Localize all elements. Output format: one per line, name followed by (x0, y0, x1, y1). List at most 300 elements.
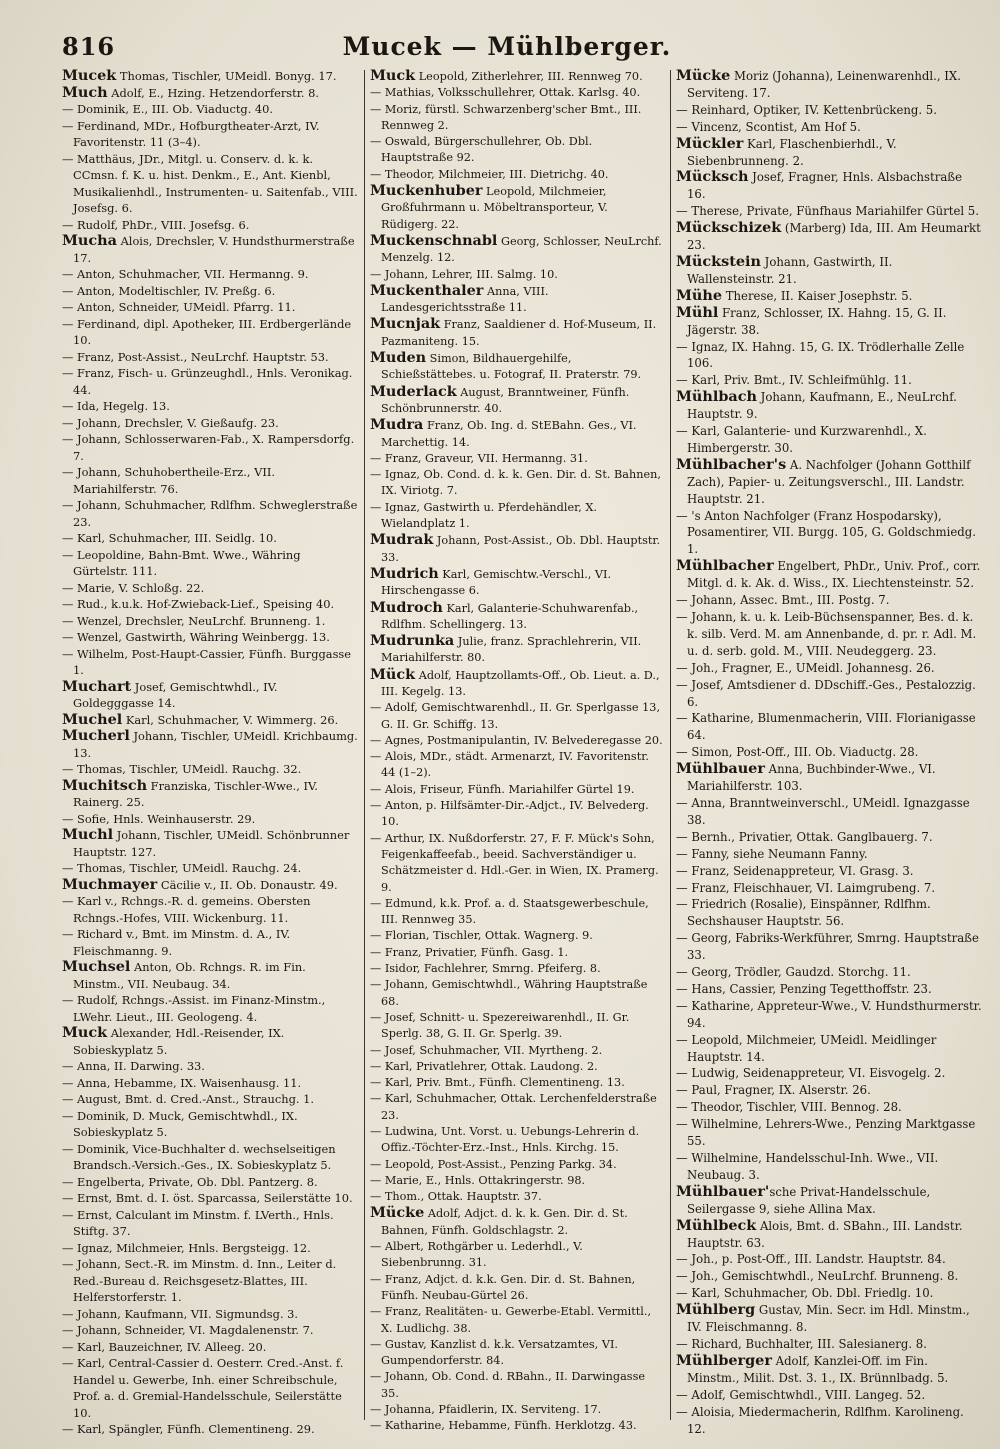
surname-heading: Mucherl (62, 727, 130, 744)
entry-text: — Johann, Lehrer, III. Salmg. 10. (370, 267, 558, 281)
entry-text: — Johann, Kaufmann, VII. Sigmundsg. 3. (62, 1306, 299, 1321)
entry-text: — Alois, MDr., städt. Armenarzt, IV. Favoritenstr. 44 (1–2). (370, 750, 649, 780)
directory-entry (676, 761, 982, 795)
entry-text: — Johanna, Pfaidlerin, IX. Serviteng. 17. (370, 1403, 602, 1417)
directory-entry (62, 712, 358, 729)
directory-entry (676, 119, 982, 136)
directory-entry (370, 350, 666, 384)
entry-text: — Karl, Bauzeichner, IV. Alleeg. 20. (62, 1339, 267, 1354)
directory-entry (62, 1256, 358, 1306)
entry-text: — Isidor, Fachlehrer, Smrng. Pfeiferg. 8. (370, 962, 601, 976)
directory-entry (676, 169, 982, 203)
surname-heading: Mücke (676, 68, 731, 84)
directory-entry (370, 451, 666, 467)
entry-text: Engelbert, PhDr., Univ. Prof., corr. Mitgl. d. k. Ak. d. Wiss., IX. Liechtensteinstr. 52. (687, 559, 981, 591)
entry-text: Anna, Buchbinder-Wwe., VI. Mariahilferstr. 103. (687, 762, 936, 794)
surname-heading: Mudroch (370, 598, 443, 616)
directory-entry (62, 580, 358, 597)
entry-text: Adolf, Adjct. d. k. k. Gen. Dir. d. St. Bahnen, Fünfh. Goldschlagstr. 2. (381, 1207, 628, 1237)
directory-entry (62, 233, 358, 266)
entry-text: — Katharine, Blumenmacherin, VIII. Florianigasse 64. (676, 711, 976, 743)
directory-entry (370, 134, 666, 167)
directory-entry (62, 316, 358, 349)
directory-entry (62, 1075, 358, 1092)
entry-text: — Anton, Schuhmacher, VII. Hermanng. 9. (62, 267, 309, 281)
entry-text: (Marberg) Ida, III. Am Heumarkt 23. (687, 221, 981, 253)
entry-text: — Bernh., Privatier, Ottak. Ganglbauerg. 7. (676, 829, 933, 844)
surname-heading: Muckenschnabl (370, 231, 498, 249)
column-1 (62, 68, 358, 1438)
directory-entry (370, 68, 666, 85)
directory-entry (370, 977, 666, 1010)
entry-text: — Ignaz, IX. Hahng. 15, G. IX. Trödlerhalle Zelle 106. (676, 339, 965, 371)
directory-entry (62, 877, 358, 894)
entry-text: — Edmund, k.k. Prof. a. d. Staatsgewerbeschule, III. Rennweg 35. (370, 896, 649, 927)
entry-text: — Georg, Trödler, Gaudzd. Storchg. 11. (676, 965, 911, 980)
entry-text: — Ignaz, Ob. Cond. d. k. k. Gen. Dir. d. St. Bahnen, IX. Viriotg. 7. (370, 468, 661, 498)
directory-entry (62, 1339, 358, 1356)
directory-entry (676, 896, 982, 930)
entry-text: — Karl, Priv. Bmt., IV. Schleifmühlg. 11. (676, 373, 912, 388)
surname-heading: Muderlack (370, 382, 457, 400)
directory-entry (676, 880, 982, 897)
directory-entry (676, 677, 982, 711)
directory-entry (370, 167, 666, 183)
entry-text: — Johann, Assec. Bmt., III. Postg. 7. (676, 593, 890, 608)
surname-heading: Muck (62, 1024, 108, 1041)
entry-text: — Johann, Sect.-R. im Minstm. d. Inn., Leiter d. Red.-Bureau d. Reichsgesetz-Blattes, III. Helferstorferstr. 1. (62, 1257, 337, 1304)
surname-heading: Mückler (676, 134, 744, 152)
entry-text: — Leopold, Post-Assist., Penzing Parkg. 34. (370, 1157, 617, 1171)
entry-text: Johann, Tischler, UMeidl. Krichbaumg. 13. (73, 729, 358, 760)
entry-text: — Franz, Graveur, VII. Hermanng. 31. (370, 451, 588, 465)
entry-text: Julie, franz. Sprachlehrerin, VII. Mariahilferstr. 80. (381, 635, 642, 665)
entry-text: — Johann, Gemischtwhdl., Währing Hauptstraße 68. (370, 978, 648, 1008)
directory-entry (676, 558, 982, 592)
directory-entry (676, 1251, 982, 1268)
entry-text: Adolf, Hauptzollamts-Off., Ob. Lieut. a. D., III. Kegelg. 13. (381, 668, 660, 698)
entry-text: — Johann, k. u. k. Leib-Büchsenspanner, Bes. d. k. k. silb. Verd. M. am Annenbande, d. pr. r. Adl. M. u. d. serb. gold. M., VIII. Neudeggerg. 23. (676, 610, 977, 658)
entry-text: — Joh., Gemischtwhdl., NeuLrchf. Brunneng. 8. (676, 1269, 959, 1284)
directory-entry (370, 283, 666, 317)
directory-entry (62, 283, 358, 300)
directory-entry (370, 85, 666, 101)
surname-heading: Muden (370, 349, 427, 367)
directory-entry (62, 415, 358, 432)
entry-text: — Friedrich (Rosalie), Einspänner, Rdlfhm. Sechshauser Hauptstr. 56. (676, 897, 931, 929)
directory-entry (62, 68, 358, 85)
entry-text: — Josef, Schnitt- u. Spezereiwarenhdl., II. Gr. Sperlg. 38, G. II. Gr. Sperlg. 39. (370, 1010, 630, 1041)
directory-entry (62, 151, 358, 217)
directory-entry (676, 1353, 982, 1387)
surname-heading: Muckenthaler (370, 281, 484, 299)
directory-entry (676, 829, 982, 846)
entry-text: — Ferdinand, MDr., Hofburgtheater-Arzt, IV. Favoritenstr. 11 (3–4). (62, 118, 320, 149)
page-header (62, 30, 952, 70)
surname-heading: Mucha (62, 232, 117, 249)
directory-entry (676, 508, 982, 559)
entry-text: — August, Bmt. d. Cred.-Anst., Strauchg. 1. (62, 1092, 314, 1106)
entry-text: Adolf, E., Hzing. Hetzendorferstr. 8. (107, 85, 319, 100)
entry-text: — Wilhelmine, Lehrers-Wwe., Penzing Marktgasse 55. (676, 1117, 976, 1149)
entry-text: — Ida, Hegelg. 13. (62, 399, 170, 413)
surname-heading: Mühlberg (676, 1301, 756, 1319)
entry-text: — Rudolf, PhDr., VIII. Josefsg. 6. (62, 217, 250, 232)
directory-entry (62, 365, 358, 398)
directory-entry (62, 497, 358, 530)
entry-text: — Johann, Schlosserwaren-Fab., X. Rampersdorfg. 7. (62, 432, 355, 463)
column-divider (364, 70, 365, 1420)
directory-entry (676, 305, 982, 339)
directory-entry (676, 609, 982, 660)
entry-text: — Dominik, D. Muck, Gemischtwhdl., IX. Sobieskyplatz 5. (62, 1108, 298, 1139)
directory-entry (676, 1065, 982, 1082)
entry-text: — Therese, Private, Fünfhaus Mariahilfer Gürtel 5. (676, 204, 979, 219)
surname-heading: Mucek (62, 68, 117, 84)
entry-text: — Rud., k.u.k. Hof-Zwieback-Lief., Speising 40. (62, 597, 335, 611)
directory-entry (370, 749, 666, 782)
entry-text: — Matthäus, JDr., Mitgl. u. Conserv. d. k. k. CCmsn. f. K. u. hist. Denkm., E., Ant. Kienbl, Musikalienhdl., Instrumenten- u. Saitenfab., VIII. Josefsg. 6. (62, 151, 358, 215)
entry-text: Franz, Ob. Ing. d. StEBahn. Ges., VI. Marchettig. 14. (381, 419, 637, 449)
entry-text: — Anna, II. Darwing. 33. (62, 1059, 205, 1073)
entry-text: — Franz, Seidenappreteur, VI. Grasg. 3. (676, 863, 914, 878)
directory-entry (62, 101, 358, 118)
entry-text: — Albert, Rothgärber u. Lederhdl., V. Siebenbrunng. 31. (370, 1240, 583, 1270)
directory-entry (676, 592, 982, 609)
directory-entry (370, 233, 666, 267)
entry-text: — Anton, p. Hilfsämter-Dir.-Adjct., IV. Belvederg. 10. (370, 799, 649, 829)
entry-text: — Moriz, fürstl. Schwarzenberg'scher Bmt., III. Rennweg 2. (370, 102, 642, 132)
directory-entry (676, 660, 982, 677)
entry-text: Alois, Drechsler, V. Hundsthurmerstraße 17. (73, 234, 355, 265)
directory-entry (62, 299, 358, 316)
entry-text: — Franz, Adjct. d. k.k. Gen. Dir. d. St. Bahnen, Fünfh. Neubau-Gürtel 26. (370, 1272, 636, 1302)
entry-text: — Karl, Schuhmacher, Ottak. Lerchenfelderstraße 23. (370, 1092, 657, 1122)
directory-entry (370, 1369, 666, 1402)
directory-entry (62, 1174, 358, 1191)
directory-entry (370, 316, 666, 350)
entry-text: Gustav, Min. Secr. im Hdl. Minstm., IV. Fleischmanng. 8. (687, 1303, 970, 1335)
directory-entry (62, 992, 358, 1025)
directory-entry (370, 1010, 666, 1043)
entry-text: — Karl, Priv. Bmt., Fünfh. Clementineng. 13. (370, 1076, 625, 1090)
surname-heading: Mudrunka (370, 632, 455, 650)
surname-heading: Muck (370, 68, 416, 84)
directory-entry (370, 267, 666, 283)
entry-text: Johann, Gastwirth, II. Wallensteinstr. 21. (687, 254, 893, 286)
directory-entry (676, 102, 982, 119)
surname-heading: Mühlbauer' (676, 1182, 770, 1200)
entry-text: — Johann, Schuhobertheile-Erz., VII. Mariahilferstr. 76. (62, 465, 276, 496)
entry-text: Simon, Bildhauergehilfe, Schießstättebes. u. Fotograf, II. Praterstr. 79. (381, 352, 642, 382)
entry-text: Thomas, Tischler, UMeidl. Bonyg. 17. (116, 69, 337, 83)
directory-entry (676, 744, 982, 761)
directory-entry (62, 959, 358, 992)
entry-text: Franz, Saaldiener d. Hof-Museum, II. Pazmaniteng. 15. (381, 318, 657, 348)
entry-text: — Karl, Spängler, Fünfh. Clementineng. 29. (62, 1422, 315, 1436)
surname-heading: Much (62, 83, 108, 101)
entry-text: Georg, Schlosser, NeuLrchf. Menzelg. 12. (381, 234, 662, 265)
directory-entry (62, 893, 358, 926)
directory-entry (62, 464, 358, 497)
entry-text: — Engelberta, Private, Ob. Dbl. Pantzerg. 8. (62, 1174, 318, 1189)
entry-text: — Wenzel, Drechsler, NeuLrchf. Brunneng. 1. (62, 613, 326, 628)
entry-text: — Alois, Friseur, Fünfh. Mariahilfer Gürtel 19. (370, 782, 635, 796)
directory-entry (370, 467, 666, 500)
directory-entry (370, 1304, 666, 1337)
entry-text: — Karl, Central-Cassier d. Oesterr. Cred.-Anst. f. Handel u. Gewerbe, Inh. einer Schreibschule, Prof. a. d. Gremial-Handelsschule, Seilerstätte 10. (62, 1356, 344, 1420)
entry-text: Cäcilie v., II. Ob. Donaustr. 49. (157, 877, 338, 892)
surname-heading: Muckenhuber (370, 182, 483, 200)
entry-text: — Paul, Fragner, IX. Alserstr. 26. (676, 1083, 871, 1098)
directory-entry (370, 183, 666, 233)
entry-text: — Karl, Schuhmacher, III. Seidlg. 10. (62, 531, 277, 545)
page-number: 816 (62, 32, 116, 61)
entry-text: — Dominik, Vice-Buchhalter d. wechselseitigen Brandsch.-Versich.-Ges., IX. Sobieskyplatz 5. (62, 1141, 336, 1172)
entry-text: — Ernst, Calculant im Minstm. f. LVerth., Hnls. Stiftg. 37. (62, 1207, 334, 1238)
directory-entry (62, 530, 358, 547)
entry-text: Josef, Gemischtwhdl., IV. Goldegggasse 14. (73, 679, 278, 710)
directory-entry (370, 928, 666, 944)
entry-text: — 's Anton Nachfolger (Franz Hospodarsky), Posamentirer, VII. Burgg. 105, G. Goldschmiedg. 1. (676, 508, 976, 557)
entry-text: — Ferdinand, dipl. Apotheker, III. Erdbergerlände 10. (62, 316, 352, 347)
directory-entry (62, 1091, 358, 1108)
directory-entry (62, 1355, 358, 1421)
surname-heading: Mückschizek (676, 219, 782, 237)
surname-heading: Mück (370, 665, 416, 683)
entry-text: — Rudolf, Rchngs.-Assist. im Finanz-Minstm., LWehr. Lieut., III. Geologeng. 4. (62, 993, 326, 1024)
entry-text: — Sofie, Hnls. Weinhauserstr. 29. (62, 811, 256, 826)
entry-text: — Karl, Galanterie- und Kurzwarenhdl., X. Himbergerstr. 30. (676, 424, 927, 455)
entry-text: — Gustav, Kanzlist d. k.k. Versatzamtes, VI. Gumpendorferstr. 84. (370, 1337, 618, 1368)
entry-text: Josef, Fragner, Hnls. Alsbachstraße 16. (687, 170, 963, 202)
directory-entry (370, 733, 666, 749)
entry-text: Leopold, Milchmeier, Großfuhrmann u. Möbeltransporteur, V. Rüdigerg. 22. (381, 185, 608, 231)
entry-text: August, Branntweiner, Fünfh. Schönbrunnerstr. 40. (381, 385, 630, 415)
surname-heading: Mühe (676, 286, 723, 304)
directory-entry (676, 288, 982, 305)
directory-entry (370, 633, 666, 667)
directory-entry (370, 500, 666, 533)
surname-heading: Mühlbauer (676, 760, 765, 778)
directory-entry (62, 1058, 358, 1075)
directory-entry (370, 1173, 666, 1189)
entry-text: sche Privat-Handelsschule, Seilergasse 9, siehe Allina Max. (687, 1184, 931, 1216)
directory-entry (676, 254, 982, 288)
directory-entry (676, 1302, 982, 1336)
entry-text: — Wenzel, Gastwirth, Währing Weinbergg. 13. (62, 630, 330, 644)
directory-entry (370, 700, 666, 733)
entry-text: — Theodor, Tischler, VIII. Bennog. 28. (676, 1100, 902, 1115)
entry-text: — Richard v., Bmt. im Minstm. d. A., IV. Fleischmanng. 9. (62, 927, 291, 958)
directory-entry (62, 1190, 358, 1207)
directory-entry (62, 118, 358, 151)
entry-text: — Leopoldine, Bahn-Bmt. Wwe., Währing Gürtelstr. 111. (62, 547, 301, 578)
directory-entry (676, 863, 982, 880)
directory-entry (370, 1239, 666, 1272)
directory-entry (370, 417, 666, 451)
directory-entry (370, 566, 666, 600)
entry-text: — Georg, Fabriks-Werkführer, Smrng. Hauptstraße 33. (676, 931, 979, 963)
directory-entry (676, 1336, 982, 1353)
directory-entry (62, 926, 358, 959)
entry-text: — Dominik, E., III. Ob. Viaductg. 40. (62, 102, 274, 116)
entry-text: Franz, Schlosser, IX. Hahng. 15, G. II. Jägerstr. 38. (687, 305, 947, 337)
directory-entry (370, 1205, 666, 1239)
entry-text: — Anton, Schneider, UMeidl. Pfarrg. 11. (62, 300, 296, 314)
entry-text: — Karl v., Rchngs.-R. d. gemeins. Obersten Rchngs.-Hofes, VIII. Wickenburg. 11. (62, 894, 311, 925)
entry-text: Anna, VIII. Landesgerichtsstraße 11. (381, 284, 549, 315)
directory-entry (370, 961, 666, 977)
directory-entry (62, 398, 358, 415)
entry-text: — Fanny, siehe Neumann Fanny. (676, 846, 868, 861)
directory-entry (676, 1032, 982, 1066)
entry-text: — Anna, Hebamme, IX. Waisenhausg. 11. (62, 1075, 302, 1090)
directory-entry (62, 827, 358, 860)
directory-entry (676, 1082, 982, 1099)
directory-entry (676, 710, 982, 744)
surname-heading: Mudra (370, 416, 424, 434)
entry-text: — Joh., Fragner, E., UMeidl. Johannesg. 26. (676, 660, 935, 675)
entry-text: — Wilhelm, Post-Haupt-Cassier, Fünfh. Burggasse 1. (62, 646, 352, 677)
surname-heading: Mühlbach (676, 388, 757, 406)
entry-text: — Ernst, Bmt. d. I. öst. Sparcassa, Seilerstätte 10. (62, 1191, 353, 1205)
directory-entry (62, 1421, 358, 1438)
directory-entry (676, 203, 982, 220)
entry-text: — Marie, V. Schloßg. 22. (62, 580, 205, 595)
directory-entry (62, 1322, 358, 1339)
entry-text: — Ignaz, Gastwirth u. Pferdehändler, X. Wielandplatz 1. (370, 500, 597, 531)
directory-entry (62, 778, 358, 811)
directory-entry (676, 372, 982, 389)
directory-entry (370, 1272, 666, 1305)
directory-entry (62, 85, 358, 102)
entry-text: — Ignaz, Milchmeier, Hnls. Bergsteigg. 12. (62, 1240, 311, 1255)
surname-heading: Mühlbacher (676, 557, 774, 575)
surname-heading: Mühlbacher's (676, 455, 787, 473)
entry-text: Karl, Schuhmacher, V. Wimmerg. 26. (122, 712, 339, 727)
directory-entry (62, 613, 358, 630)
surname-heading: Muchmayer (62, 875, 158, 893)
directory-entry (370, 1189, 666, 1205)
entry-text: Leopold, Zitherlehrer, III. Rennweg 70. (415, 70, 643, 83)
directory-entry (370, 1418, 666, 1434)
entry-text: — Johann, Drechsler, V. Gießaufg. 23. (62, 415, 279, 430)
entry-text: — Franz, Post-Assist., NeuLrchf. Hauptstr. 53. (62, 349, 329, 364)
directory-entry (676, 389, 982, 423)
directory-entry (62, 431, 358, 464)
directory-entry (370, 831, 666, 896)
entry-text: Anton, Ob. Rchngs. R. im Fin. Minstm., VII. Neubaug. 34. (73, 960, 306, 991)
directory-entry (62, 1306, 358, 1323)
directory-entry (370, 667, 666, 701)
directory-entry (676, 136, 982, 170)
directory-entry (62, 1108, 358, 1141)
entry-text: Karl, Galanterie-Schuhwarenfab., Rdlfhm. Schellingerg. 13. (381, 601, 639, 631)
entry-text: Franziska, Tischler-Wwe., IV. Rainerg. 25. (73, 778, 318, 809)
entry-text: Adolf, Kanzlei-Off. im Fin. Minstm., Milit. Dst. 3. 1., IX. Brünnlbadg. 5. (687, 1353, 949, 1385)
directory-entry (676, 964, 982, 981)
entry-text: — Ludwig, Seidenappreteur, VI. Eisvogelg. 2. (676, 1066, 946, 1081)
entry-text: — Richard, Buchhalter, III. Salesianerg. 8. (676, 1336, 927, 1351)
entry-text: — Karl, Privatlehrer, Ottak. Laudong. 2. (370, 1059, 598, 1073)
directory-entry (370, 384, 666, 418)
entry-text: — Marie, E., Hnls. Ottakringerstr. 98. (370, 1173, 586, 1187)
entry-text: — Joh., p. Post-Off., III. Landstr. Hauptstr. 84. (676, 1252, 946, 1267)
directory-entry (676, 998, 982, 1032)
directory-entry (370, 1075, 666, 1091)
entry-text: — Anna, Branntweinverschl., UMeidl. Ignazgasse 38. (676, 795, 970, 827)
directory-entry (370, 1157, 666, 1173)
directory-entry (62, 1141, 358, 1174)
directory-entry (676, 1184, 982, 1218)
surname-heading: Mudrich (370, 564, 439, 582)
entry-text: Moriz (Johanna), Leinenwarenhdl., IX. Serviteng. 17. (687, 69, 961, 100)
surname-heading: Mühl (676, 303, 719, 321)
entry-text: — Ludwina, Unt. Vorst. u. Uebungs-Lehrerin d. Offiz.-Töchter-Erz.-Inst., Hnls. Kirchg. 15. (370, 1125, 640, 1155)
directory-entry (676, 795, 982, 829)
entry-text: Johann, Post-Assist., Ob. Dbl. Hauptstr. 33. (381, 534, 661, 564)
directory-entry (370, 782, 666, 798)
directory-entry (676, 220, 982, 254)
surname-heading: Muchsel (62, 958, 131, 975)
running-head: Mucek — Mühlberger. (342, 32, 672, 61)
surname-heading: Mückstein (676, 252, 761, 270)
surname-heading: Muchitsch (62, 776, 148, 794)
entry-text: Alexander, Hdl.-Reisender, IX. Sobieskyplatz 5. (73, 1026, 285, 1057)
directory-entry (676, 457, 982, 508)
entry-text: — Adolf, Gemischtwarenhdl., II. Gr. Sperlgasse 13, G. II. Gr. Schiffg. 13. (370, 701, 661, 731)
entry-text: — Thom., Ottak. Hauptstr. 37. (370, 1190, 542, 1204)
entry-text: — Adolf, Gemischtwhdl., VIII. Langeg. 52. (676, 1387, 926, 1402)
directory-entry (62, 728, 358, 761)
directory-entry (62, 547, 358, 580)
directory-entry (370, 1124, 666, 1157)
entry-text: — Hans, Cassier, Penzing Tegetthoffstr. 23. (676, 981, 932, 996)
entry-text: — Theodor, Milchmeier, III. Dietrichg. 40. (370, 167, 609, 181)
entry-text: — Anton, Modeltischler, IV. Preßg. 6. (62, 283, 276, 298)
directory-entry (62, 860, 358, 877)
surname-heading: Muchl (62, 826, 114, 843)
entry-text: Karl, Flaschenbierhdl., V. Siebenbrunneng. 2. (687, 136, 897, 168)
directory-entry (62, 1240, 358, 1257)
directory-entry (676, 1404, 982, 1438)
entry-text: — Johann, Schneider, VI. Magdalenenstr. 7. (62, 1323, 314, 1337)
entry-text: A. Nachfolger (Johann Gotthilf Zach), Papier- u. Zeitungsverschl., III. Landstr. Hauptstr. 21. (687, 457, 971, 506)
directory-entry (370, 1402, 666, 1418)
entry-text: — Agnes, Postmanipulantin, IV. Belvederegasse 20. (370, 733, 663, 747)
surname-heading: Mühlbeck (676, 1216, 757, 1234)
entry-text: — Vincenz, Scontist, Am Hof 5. (676, 119, 861, 134)
surname-heading: Mühlberger (676, 1351, 772, 1369)
directory-entry (370, 1091, 666, 1124)
entry-text: — Mathias, Volksschullehrer, Ottak. Karlsg. 40. (370, 86, 641, 100)
directory-entry (370, 1337, 666, 1370)
surname-heading: Mucnjak (370, 315, 441, 333)
column-3 (676, 68, 982, 1438)
entry-text: — Arthur, IX. Nußdorferstr. 27, F. F. Mück's Sohn, Feigenkaffeefab., beeid. Sachverständiger u. Schätzmeister d. Hdl.-Ger. in Wien, IX. Pramerg. 9. (370, 831, 659, 894)
surname-heading: Muchel (62, 710, 123, 728)
surname-heading: Mücksch (676, 168, 749, 186)
directory-entry (62, 266, 358, 283)
directory-entry (62, 811, 358, 828)
entry-text: Karl, Gemischtw.-Verschl., VI. Hirschengasse 6. (381, 567, 612, 598)
entry-text: — Franz, Fleischhauer, VI. Laimgrubeng. 7. (676, 880, 936, 895)
entry-text: — Thomas, Tischler, UMeidl. Rauchg. 24. (62, 861, 302, 875)
directory-entry (676, 1268, 982, 1285)
directory-entry (62, 761, 358, 778)
directory-entry (62, 629, 358, 646)
